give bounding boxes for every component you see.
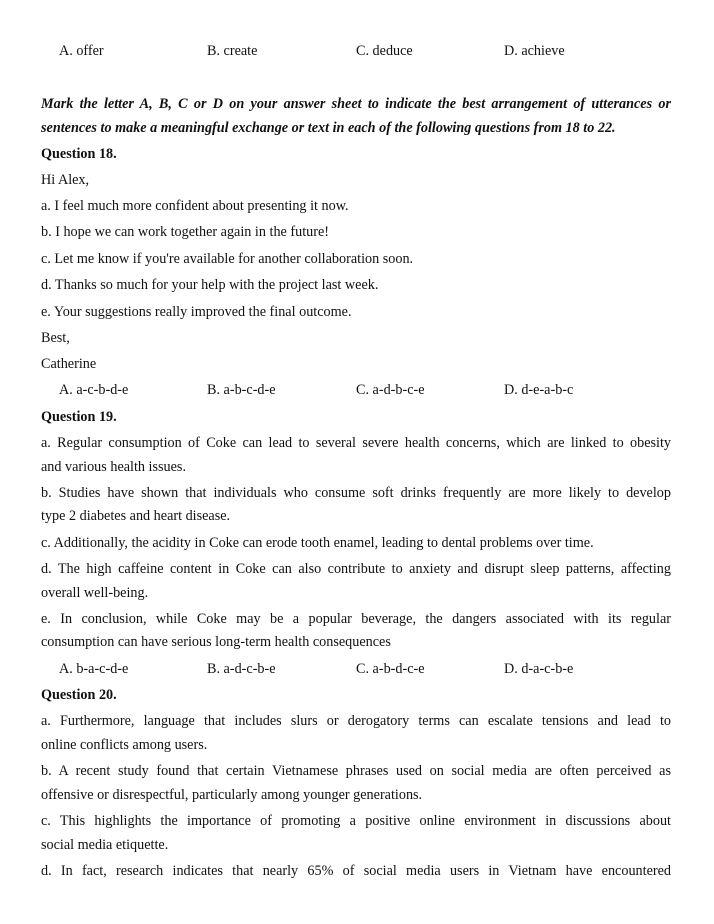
sentence-line: type 2 diabetes and heart disease. xyxy=(41,508,231,524)
question-options xyxy=(0,660,714,678)
sentence-line: c. Let me know if you're available for another collaboration soon. xyxy=(41,251,414,267)
option-b: B. a-d-c-b-e xyxy=(207,661,276,677)
option-c: C. a-b-d-c-e xyxy=(356,661,425,677)
option-d: D. d-e-a-b-c xyxy=(504,382,574,398)
sentence-line: d. In fact, research indicates that nearly 65% of social media users in Vietnam have encountered xyxy=(41,863,671,879)
sentence-line: e. In conclusion, while Coke may be a popular beverage, the dangers associated with its regular xyxy=(41,611,671,627)
sentence-line: d. The high caffeine content in Coke can also contribute to anxiety and disrupt sleep patterns, affecting xyxy=(41,561,671,577)
sentence-line: consumption can have serious long-term health consequences xyxy=(41,634,391,650)
previous-question-options xyxy=(0,42,714,60)
sentence-line: and various health issues. xyxy=(41,459,186,475)
sentence-line: a. I feel much more confident about presenting it now. xyxy=(41,198,349,214)
option-c: C. a-d-b-c-e xyxy=(356,382,425,398)
sentence-line: online conflicts among users. xyxy=(41,737,208,753)
option-d: D. achieve xyxy=(504,43,565,59)
sentence-line: overall well-being. xyxy=(41,585,149,601)
option-a: A. b-a-c-d-e xyxy=(59,661,129,677)
option-a: A. a-c-b-d-e xyxy=(59,382,129,398)
sentence-line: b. Studies have shown that individuals who consume soft drinks frequently are more likely to develop xyxy=(41,485,671,501)
sentence-line: c. This highlights the importance of promoting a positive online environment in discussions about xyxy=(41,813,671,829)
question-options xyxy=(0,381,714,399)
sentence-line: c. Additionally, the acidity in Coke can erode tooth enamel, leading to dental problems over time. xyxy=(41,535,594,551)
sentence-line: b. A recent study found that certain Vietnamese phrases used on social media are often perceived as xyxy=(41,763,671,779)
question-title: Question 20. xyxy=(41,687,117,703)
sentence-line: e. Your suggestions really improved the final outcome. xyxy=(41,304,352,320)
option-b: B. create xyxy=(207,43,258,59)
option-d: D. d-a-c-b-e xyxy=(504,661,574,677)
sentence-line: d. Thanks so much for your help with the project last week. xyxy=(41,277,379,293)
sentence-line: offensive or disrespectful, particularly among younger generations. xyxy=(41,787,423,803)
sentence-line: b. I hope we can work together again in the future! xyxy=(41,224,329,240)
sentence-line: a. Regular consumption of Coke can lead to several severe health concerns, which are linked to obesity xyxy=(41,435,671,451)
instruction-line: sentences to make a meaningful exchange or text in each of the following questions from 18 to 22. xyxy=(41,120,616,136)
option-c: C. deduce xyxy=(356,43,413,59)
question-title: Question 19. xyxy=(41,409,117,425)
letter-closing: Best, xyxy=(41,330,70,346)
letter-signature: Catherine xyxy=(41,356,97,372)
letter-greeting: Hi Alex, xyxy=(41,172,90,188)
sentence-line: a. Furthermore, language that includes slurs or derogatory terms can escalate tensions and lead to xyxy=(41,713,671,729)
sentence-line: social media etiquette. xyxy=(41,837,169,853)
option-a: A. offer xyxy=(59,43,104,59)
instruction-line: Mark the letter A, B, C or D on your answer sheet to indicate the best arrangement of utterances or xyxy=(41,96,671,112)
option-b: B. a-b-c-d-e xyxy=(207,382,276,398)
question-title: Question 18. xyxy=(41,146,117,162)
